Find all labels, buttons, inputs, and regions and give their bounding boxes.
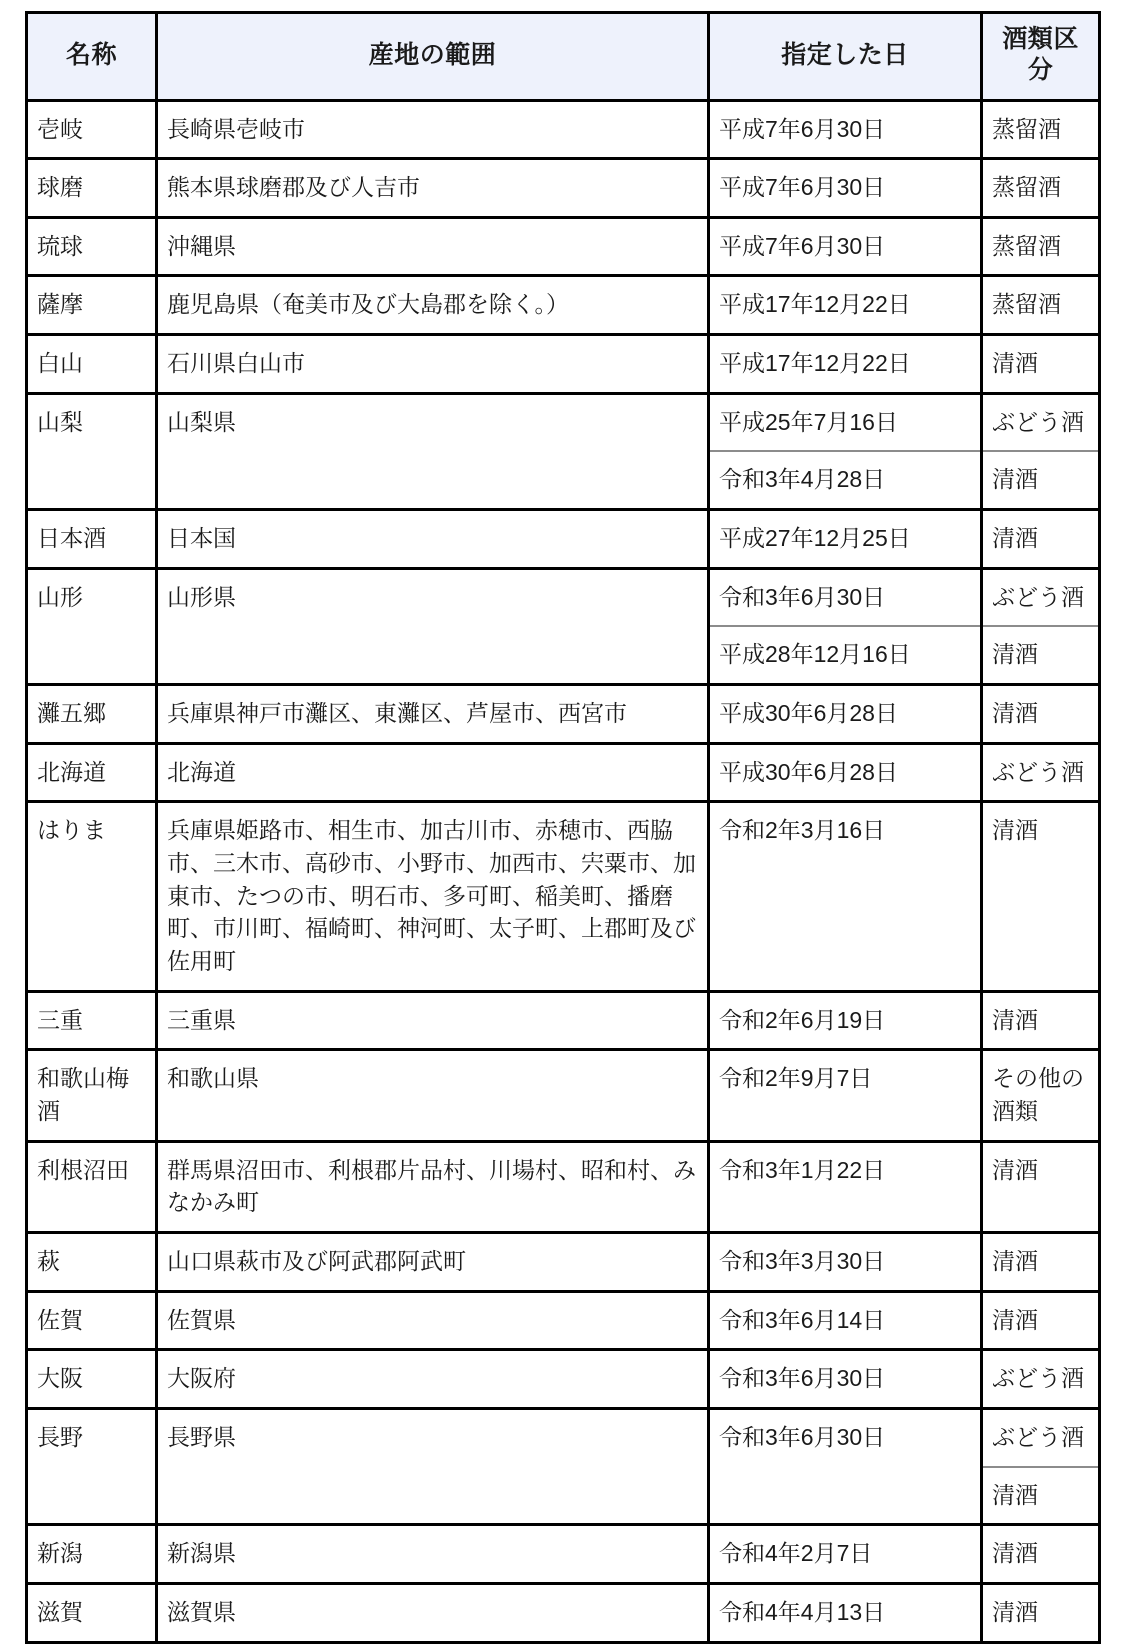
- cell-area: 大阪府: [157, 1350, 709, 1409]
- table-body: [27, 100, 1100, 1642]
- cell-area: 山梨県: [157, 393, 709, 509]
- cell-date: 令和3年6月14日: [709, 1291, 982, 1350]
- cell-name: 灘五郷: [27, 685, 157, 744]
- table-row: [27, 100, 1100, 159]
- cell-class: 清酒: [982, 335, 1100, 394]
- cell-date: 令和3年3月30日: [709, 1232, 982, 1291]
- cell-date: 令和3年6月30日: [709, 568, 982, 626]
- cell-date: 平成17年12月22日: [709, 335, 982, 394]
- cell-class: 蒸留酒: [982, 100, 1100, 159]
- cell-area: 長崎県壱岐市: [157, 100, 709, 159]
- cell-date: 令和3年1月22日: [709, 1141, 982, 1232]
- table-header: [27, 13, 1100, 101]
- cell-area: 三重県: [157, 991, 709, 1050]
- cell-area: 和歌山県: [157, 1050, 709, 1141]
- cell-date: 平成7年6月30日: [709, 100, 982, 159]
- cell-name: 薩摩: [27, 276, 157, 335]
- cell-date: 令和4年4月13日: [709, 1583, 982, 1642]
- cell-name: 長野: [27, 1408, 157, 1524]
- cell-name: 滋賀: [27, 1583, 157, 1642]
- cell-name: 山梨: [27, 393, 157, 509]
- cell-date: 平成7年6月30日: [709, 159, 982, 218]
- cell-date: 令和3年4月28日: [709, 451, 982, 509]
- cell-name: 日本酒: [27, 510, 157, 569]
- cell-area: 群馬県沼田市、利根郡片品村、川場村、昭和村、みなかみ町: [157, 1141, 709, 1232]
- cell-area: 沖縄県: [157, 217, 709, 276]
- table-row: [27, 217, 1100, 276]
- cell-date: 令和2年3月16日: [709, 802, 982, 991]
- table-row: [27, 568, 1100, 626]
- cell-name: 三重: [27, 991, 157, 1050]
- cell-area: 滋賀県: [157, 1583, 709, 1642]
- cell-class: 清酒: [982, 510, 1100, 569]
- cell-date: 平成25年7月16日: [709, 393, 982, 451]
- cell-class: 清酒: [982, 1232, 1100, 1291]
- cell-name: はりま: [27, 802, 157, 991]
- cell-class: 清酒: [982, 626, 1100, 684]
- table-row: [27, 510, 1100, 569]
- cell-area: 鹿児島県（奄美市及び大島郡を除く。）: [157, 276, 709, 335]
- table-row: [27, 335, 1100, 394]
- cell-area: 兵庫県姫路市、相生市、加古川市、赤穂市、西脇市、三木市、高砂市、小野市、加西市、宍粟市、加東市、たつの市、明石市、多可町、稲美町、播磨町、市川町、福崎町、神河町、太子町、上郡町及び佐用町: [157, 802, 709, 991]
- cell-name: 壱岐: [27, 100, 157, 159]
- designated-gi-table: [25, 11, 1101, 1644]
- cell-date: 平成28年12月16日: [709, 626, 982, 684]
- cell-date: 令和3年6月30日: [709, 1408, 982, 1524]
- table-row: [27, 991, 1100, 1050]
- cell-class: 清酒: [982, 1291, 1100, 1350]
- cell-class: 清酒: [982, 1583, 1100, 1642]
- table-row: [27, 393, 1100, 451]
- cell-class: 蒸留酒: [982, 276, 1100, 335]
- column-header-class: 酒類区分: [982, 13, 1100, 101]
- cell-area: 熊本県球磨郡及び人吉市: [157, 159, 709, 218]
- cell-class: 清酒: [982, 991, 1100, 1050]
- cell-date: 令和2年9月7日: [709, 1050, 982, 1141]
- table-row: [27, 276, 1100, 335]
- table-row: [27, 1583, 1100, 1642]
- gi-table-wrapper: [25, 11, 1098, 1644]
- cell-area: 山口県萩市及び阿武郡阿武町: [157, 1232, 709, 1291]
- cell-class: その他の酒類: [982, 1050, 1100, 1141]
- cell-class: ぶどう酒: [982, 568, 1100, 626]
- cell-date: 平成17年12月22日: [709, 276, 982, 335]
- cell-name: 山形: [27, 568, 157, 684]
- cell-name: 萩: [27, 1232, 157, 1291]
- cell-area: 兵庫県神戸市灘区、東灘区、芦屋市、西宮市: [157, 685, 709, 744]
- cell-name: 利根沼田: [27, 1141, 157, 1232]
- cell-area: 日本国: [157, 510, 709, 569]
- table-row: [27, 685, 1100, 744]
- column-header-date: 指定した日: [709, 13, 982, 101]
- cell-name: 大阪: [27, 1350, 157, 1409]
- cell-date: 平成7年6月30日: [709, 217, 982, 276]
- cell-class: 清酒: [982, 1525, 1100, 1584]
- cell-class: ぶどう酒: [982, 393, 1100, 451]
- cell-date: 平成27年12月25日: [709, 510, 982, 569]
- table-row: [27, 1291, 1100, 1350]
- cell-area: 山形県: [157, 568, 709, 684]
- cell-area: 佐賀県: [157, 1291, 709, 1350]
- cell-area: 長野県: [157, 1408, 709, 1524]
- cell-area: 北海道: [157, 743, 709, 802]
- column-header-name: 名称: [27, 13, 157, 101]
- cell-class: ぶどう酒: [982, 1408, 1100, 1466]
- cell-area: 石川県白山市: [157, 335, 709, 394]
- cell-class: 蒸留酒: [982, 159, 1100, 218]
- cell-name: 和歌山梅酒: [27, 1050, 157, 1141]
- cell-name: 白山: [27, 335, 157, 394]
- cell-date: 令和4年2月7日: [709, 1525, 982, 1584]
- cell-area: 新潟県: [157, 1525, 709, 1584]
- cell-date: 平成30年6月28日: [709, 743, 982, 802]
- cell-date: 平成30年6月28日: [709, 685, 982, 744]
- table-row: [27, 1141, 1100, 1232]
- cell-name: 新潟: [27, 1525, 157, 1584]
- table-row: [27, 1050, 1100, 1141]
- cell-class: 清酒: [982, 451, 1100, 509]
- table-row: [27, 159, 1100, 218]
- table-row: [27, 1525, 1100, 1584]
- cell-class: ぶどう酒: [982, 743, 1100, 802]
- cell-class: 清酒: [982, 685, 1100, 744]
- cell-class: 蒸留酒: [982, 217, 1100, 276]
- table-row: [27, 1350, 1100, 1409]
- cell-name: 琉球: [27, 217, 157, 276]
- cell-class: 清酒: [982, 802, 1100, 991]
- column-header-area: 産地の範囲: [157, 13, 709, 101]
- table-row: [27, 1232, 1100, 1291]
- table-row: [27, 743, 1100, 802]
- table-row: [27, 802, 1100, 991]
- cell-date: 令和2年6月19日: [709, 991, 982, 1050]
- cell-class: ぶどう酒: [982, 1350, 1100, 1409]
- cell-name: 佐賀: [27, 1291, 157, 1350]
- table-row: [27, 1408, 1100, 1466]
- table-header-row: [27, 13, 1100, 101]
- cell-class: 清酒: [982, 1141, 1100, 1232]
- cell-name: 北海道: [27, 743, 157, 802]
- cell-date: 令和3年6月30日: [709, 1350, 982, 1409]
- cell-name: 球磨: [27, 159, 157, 218]
- cell-class: 清酒: [982, 1467, 1100, 1525]
